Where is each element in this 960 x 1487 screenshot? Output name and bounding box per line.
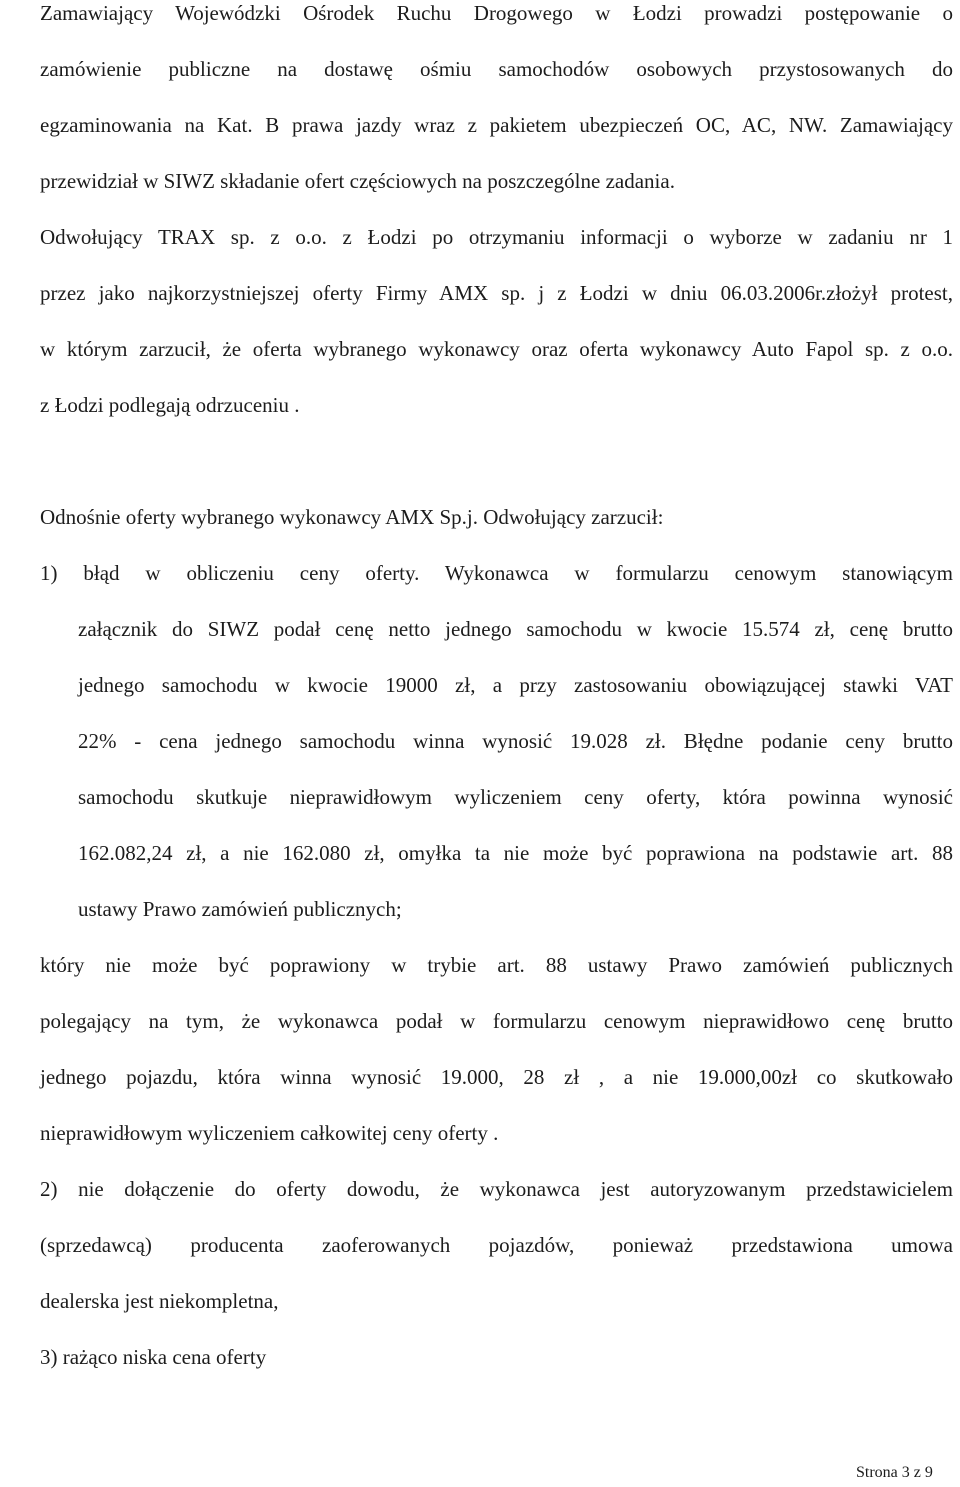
text-line: w którym zarzucił, że oferta wybranego wykonawcy oraz oferta wykonawcy Auto Fapol sp. z o.o. [40,337,953,361]
page-number: Strona 3 z 9 [856,1464,933,1481]
section-heading: Odnośnie oferty wybranego wykonawcy AMX Sp.j. Odwołujący zarzucił: [40,505,664,529]
text-line: 1) błąd w obliczeniu ceny oferty. Wykonawca w formularzu cenowym stanowiącym [40,561,953,585]
text-line: przez jako najkorzystniejszej oferty Firmy AMX sp. j z Łodzi w dniu 06.03.2006r.złożył protest, [40,281,953,305]
text-line: ustawy Prawo zamówień publicznych; [78,897,402,921]
text-line: Odwołujący TRAX sp. z o.o. z Łodzi po otrzymaniu informacji o wyborze w zadaniu nr 1 [40,225,953,249]
text-line: 2) nie dołączenie do oferty dowodu, że wykonawca jest autoryzowanym przedstawicielem [40,1177,953,1201]
text-line: polegający na tym, że wykonawca podał w formularzu cenowym nieprawidłowo cenę brutto [40,1009,953,1033]
text-line: przewidział w SIWZ składanie ofert częściowych na poszczególne zadania. [40,169,675,193]
text-line: 3) rażąco niska cena oferty [40,1345,267,1369]
text-line: załącznik do SIWZ podał cenę netto jednego samochodu w kwocie 15.574 zł, cenę brutto [78,617,953,641]
text-line: jednego samochodu w kwocie 19000 zł, a przy zastosowaniu obowiązującej stawki VAT [78,673,953,697]
text-line: zamówienie publiczne na dostawę ośmiu samochodów osobowych przystosowanych do [40,57,953,81]
text-line: jednego pojazdu, która winna wynosić 19.000, 28 zł , a nie 19.000,00zł co skutkowało [40,1065,953,1089]
text-line: egzaminowania na Kat. B prawa jazdy wraz z pakietem ubezpieczeń OC, AC, NW. Zamawiający [40,113,953,137]
text-line: z Łodzi podlegają odrzuceniu . [40,393,300,417]
text-line: nieprawidłowym wyliczeniem całkowitej ceny oferty . [40,1121,499,1145]
text-line: dealerska jest niekompletna, [40,1289,279,1313]
text-line: samochodu skutkuje nieprawidłowym wyliczeniem ceny oferty, która powinna wynosić [78,785,953,809]
text-line: który nie może być poprawiony w trybie art. 88 ustawy Prawo zamówień publicznych [40,953,953,977]
text-line: Zamawiający Wojewódzki Ośrodek Ruchu Drogowego w Łodzi prowadzi postępowanie o [40,1,953,25]
text-line: 22% - cena jednego samochodu winna wynosić 19.028 zł. Błędne podanie ceny brutto [78,729,953,753]
text-line: (sprzedawcą) producenta zaoferowanych pojazdów, ponieważ przedstawiona umowa [40,1233,953,1257]
text-line: 162.082,24 zł, a nie 162.080 zł, omyłka ta nie może być poprawiona na podstawie art. 88 [78,841,953,865]
